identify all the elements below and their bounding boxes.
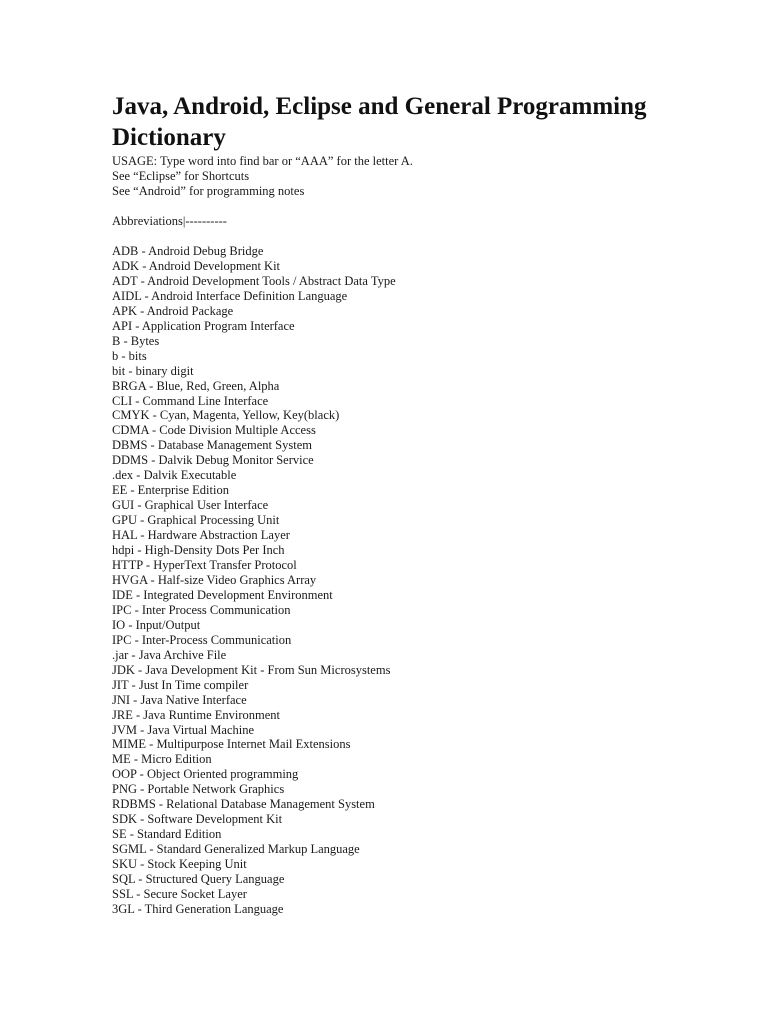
abbreviation-entry: SDK - Software Development Kit [112, 812, 283, 827]
abbreviation-entry: IPC - Inter-Process Communication [112, 632, 292, 647]
abbreviation-entry: API - Application Program Interface [112, 318, 295, 333]
abbreviation-entry: HVGA - Half-size Video Graphics Array [112, 572, 317, 587]
abbreviation-entry: SGML - Standard Generalized Markup Language [112, 842, 360, 857]
abbreviation-entry: EE - Enterprise Edition [112, 483, 229, 498]
abbreviation-entry: ME - Micro Edition [112, 752, 212, 767]
abbreviation-entry: JNI - Java Native Interface [112, 692, 247, 707]
usage-line: See “Eclipse” for Shortcuts [112, 169, 250, 183]
abbreviation-entry: ADB - Android Debug Bridge [112, 244, 264, 258]
abbreviation-entry: bit - binary digit [112, 363, 194, 378]
abbreviation-entry: SE - Standard Edition [112, 827, 222, 842]
abbreviation-entry: AIDL - Android Interface Definition Language [112, 288, 348, 303]
abbreviation-entry: DBMS - Database Management System [112, 438, 312, 453]
abbreviation-entry: OOP - Object Oriented programming [112, 767, 299, 782]
usage-line: USAGE: Type word into find bar or “AAA” for the letter A. [112, 154, 413, 168]
abbreviation-entry: RDBMS - Relational Database Management System [112, 797, 375, 812]
abbreviation-entry: .dex - Dalvik Executable [112, 468, 237, 483]
abbreviation-entry: hdpi - High-Density Dots Per Inch [112, 543, 285, 558]
abbreviation-entry: CMYK - Cyan, Magenta, Yellow, Key(black) [112, 408, 340, 423]
document-title: Java, Android, Eclipse and General Programming Dictionary [112, 93, 647, 151]
abbreviation-entry: SQL - Structured Query Language [112, 872, 285, 887]
section-heading: Abbreviations|---------- [112, 214, 227, 228]
spacer [112, 229, 732, 244]
abbreviation-entry: 3GL - Third Generation Language [112, 901, 284, 916]
abbreviation-entry: SSL - Secure Socket Layer [112, 886, 247, 901]
usage-notes [112, 154, 732, 199]
abbreviation-entry: GPU - Graphical Processing Unit [112, 513, 280, 528]
abbreviation-entry: B - Bytes [112, 333, 160, 348]
abbreviation-entry: HTTP - HyperText Transfer Protocol [112, 558, 297, 573]
abbreviation-entry: CLI - Command Line Interface [112, 393, 269, 408]
abbreviation-entry: IPC - Inter Process Communication [112, 602, 291, 617]
abbreviation-entry: JVM - Java Virtual Machine [112, 722, 255, 737]
abbreviation-entry: APK - Android Package [112, 303, 234, 318]
abbreviation-entry: HAL - Hardware Abstraction Layer [112, 528, 290, 543]
abbreviation-entry: PNG - Portable Network Graphics [112, 782, 285, 797]
abbreviation-entry: ADT - Android Development Tools / Abstract Data Type [112, 273, 396, 288]
abbreviation-entry: IO - Input/Output [112, 617, 201, 632]
abbreviation-entry: .jar - Java Archive File [112, 647, 227, 662]
abbreviation-entry: ADK - Android Development Kit [112, 258, 281, 273]
abbreviation-list [112, 244, 732, 917]
abbreviation-entry: GUI - Graphical User Interface [112, 498, 269, 513]
abbreviation-entry: MIME - Multipurpose Internet Mail Extensions [112, 737, 351, 752]
abbreviation-entry: CDMA - Code Division Multiple Access [112, 423, 316, 438]
abbreviation-entry: BRGA - Blue, Red, Green, Alpha [112, 378, 280, 393]
abbreviation-entry: JDK - Java Development Kit - From Sun Microsystems [112, 662, 391, 677]
abbreviation-entry: JRE - Java Runtime Environment [112, 707, 281, 722]
spacer [112, 199, 732, 214]
abbreviation-entry: DDMS - Dalvik Debug Monitor Service [112, 453, 314, 468]
document-page [112, 91, 732, 917]
abbreviation-entry: b - bits [112, 348, 147, 363]
abbreviation-entry: IDE - Integrated Development Environment [112, 587, 333, 602]
usage-line: See “Android” for programming notes [112, 184, 305, 198]
abbreviation-entry: SKU - Stock Keeping Unit [112, 857, 247, 872]
abbreviation-entry: JIT - Just In Time compiler [112, 677, 249, 692]
